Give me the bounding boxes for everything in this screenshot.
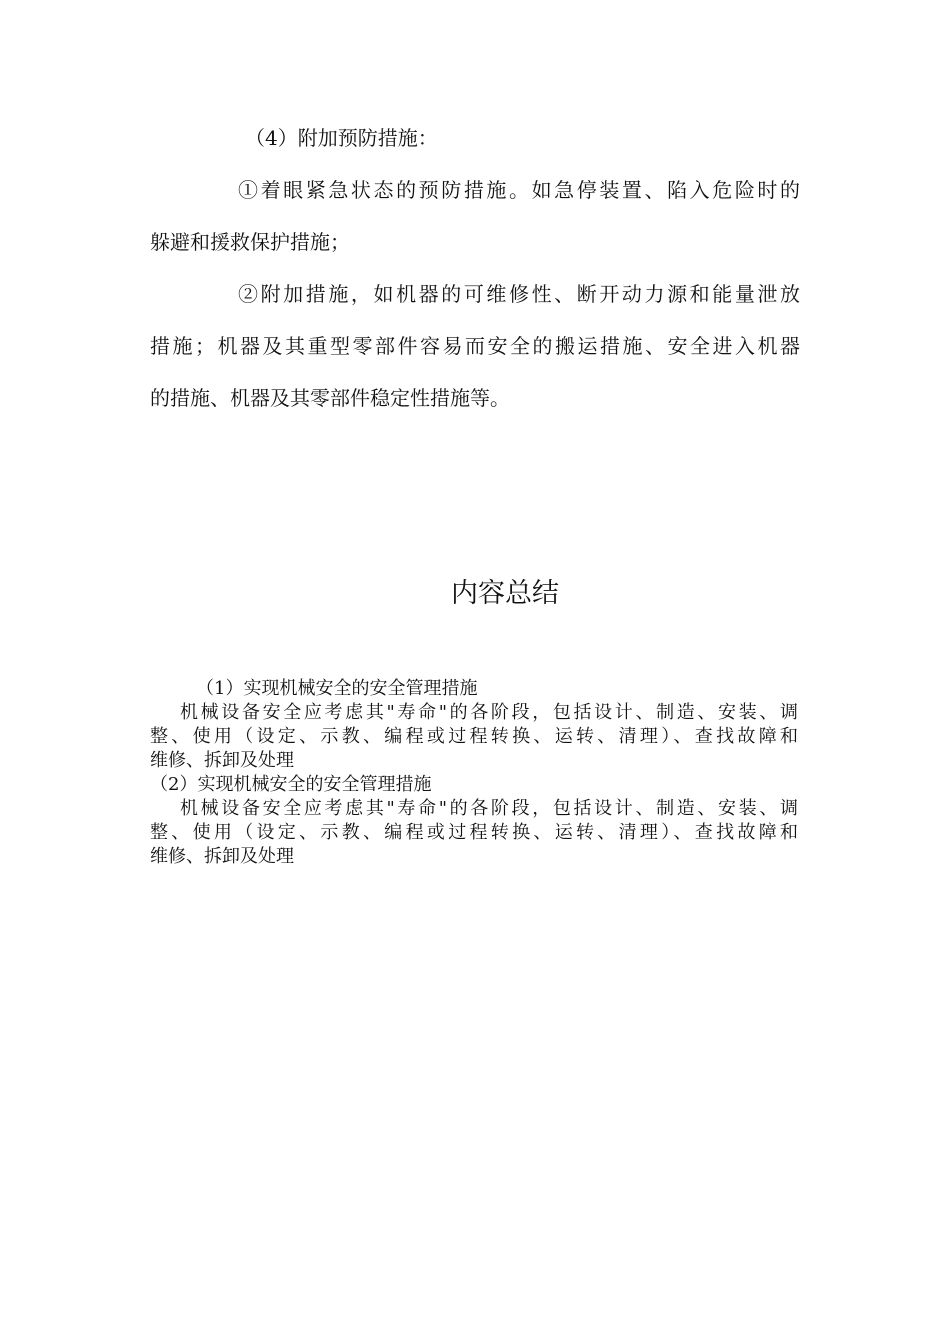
item-2-line-3: 的措施、机器及其零部件稳定性措施等。 [150,386,510,410]
summary-p1-line-1: 机械设备安全应考虑其"寿命"的各阶段，包括设计、制造、安装、调 [180,702,798,723]
section-4-heading: （4）附加预防措施： [245,126,438,150]
summary-p1-line-3: 维修、拆卸及处理 [150,750,294,771]
summary-p1-line-2: 整、使用（设定、示教、编程或过程转换、运转、清理）、查找故障和 [150,726,798,747]
summary-body [150,677,800,869]
summary-p2-line-1: 机械设备安全应考虑其"寿命"的各阶段，包括设计、制造、安装、调 [180,798,798,819]
summary-p2-line-2: 整、使用（设定、示教、编程或过程转换、运转、清理）、查找故障和 [150,822,798,843]
summary-p2-heading: （2）实现机械安全的安全管理措施 [150,774,432,795]
summary-p1-heading: （1）实现机械安全的安全管理措施 [196,678,478,699]
section-4 [150,112,800,424]
item-1-line-1: ①着眼紧急状态的预防措施。如急停装置、陷入危险时的 [238,178,800,202]
summary-p2-line-3: 维修、拆卸及处理 [150,846,294,867]
item-2-line-2: 措施；机器及其重型零部件容易而安全的搬运措施、安全进入机器 [150,334,800,358]
item-1-line-2: 躲避和援救保护措施； [150,230,350,254]
item-2-line-1: ②附加措施，如机器的可维修性、断开动力源和能量泄放 [238,282,800,306]
summary-title: 内容总结 [451,578,559,609]
